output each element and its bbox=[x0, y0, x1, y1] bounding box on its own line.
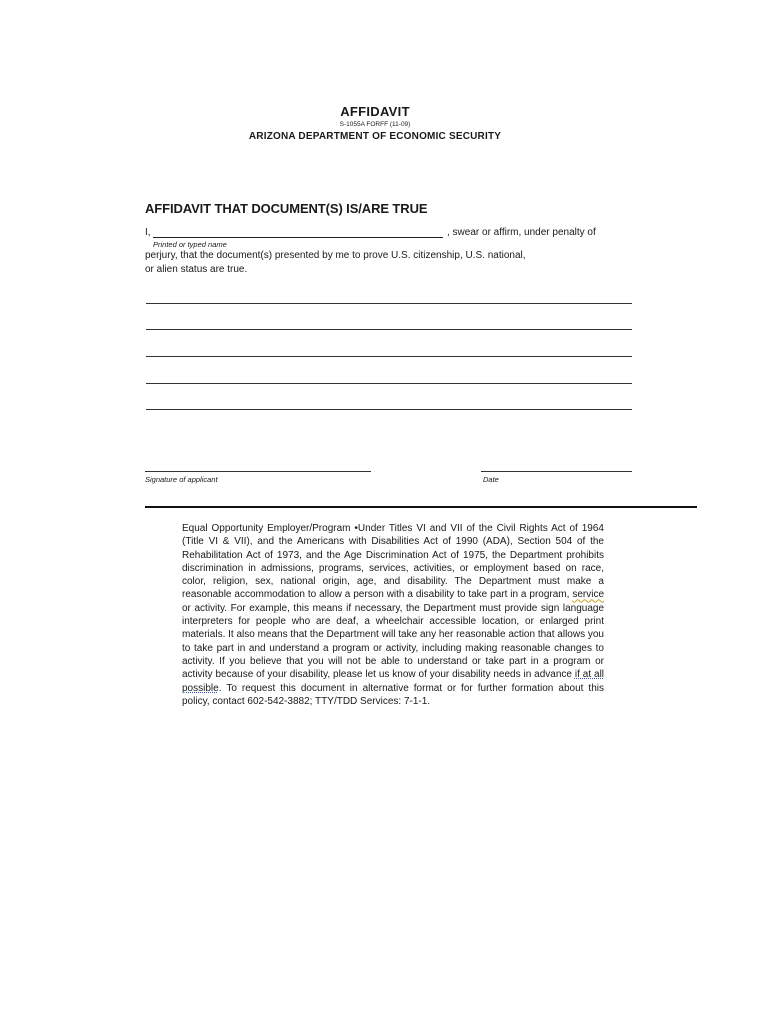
date-line[interactable] bbox=[481, 471, 632, 472]
signature-label: Signature of applicant bbox=[145, 475, 218, 484]
document-entry-line[interactable] bbox=[146, 329, 632, 330]
form-code: S-1055A FORFF (11-09) bbox=[339, 121, 411, 128]
swear-text: , swear or affirm, under penalty of bbox=[447, 227, 596, 238]
notice-service-word: service bbox=[572, 589, 605, 601]
name-field-line[interactable] bbox=[153, 237, 443, 238]
notice-if-possible: if at all possible bbox=[182, 669, 605, 694]
signature-line[interactable] bbox=[145, 471, 371, 472]
document-entry-line[interactable] bbox=[146, 303, 632, 304]
document-entry-line[interactable] bbox=[146, 409, 632, 410]
section-divider bbox=[145, 506, 697, 508]
statement-prefix: I, bbox=[145, 227, 151, 238]
notice-text-part-1: Equal Opportunity Employer/Program •Under Titles VI and VII of the Civil Rights Act of 1964 (Title VI & VII), and the Americans with Disabilities Act of 1990 (ADA), Section 504 of the Rehabilitation Act of 1973, and the Age Discrimination Act of 1975, the Department prohibits discrimination in admissions, programs, services, activities, or employment based on race, color, religion, sex, national origin, age, and disability. The Department must make a reasonable accommodation to allow a person with a disability to take part in a program, bbox=[182, 523, 604, 601]
notice-text-part-2: or activity. For example, this means if necessary, the Department must provide sign language interpreters for people who are deaf, a wheelchair accessible location, or enlarged print materials. It also means that the Department will take any her reasonable action that allows you to take part in and understand a program or activity, including making reasonable changes to activity. If you believe that you will not be able to understand or take part in a program or activity because of your disability, please let us know of your disability needs in advance bbox=[182, 602, 604, 681]
statement-line-1: perjury, that the document(s) presented by me to prove U.S. citizenship, U.S. national, bbox=[145, 250, 526, 261]
statement-line-2: or alien status are true. bbox=[145, 264, 248, 275]
department-name: ARIZONA DEPARTMENT OF ECONOMIC SECURITY bbox=[248, 131, 502, 142]
document-title: AFFIDAVIT bbox=[340, 104, 410, 119]
document-entry-line[interactable] bbox=[146, 356, 632, 357]
date-label: Date bbox=[483, 475, 499, 484]
notice-text-part-3: . To request this document in alternative format or for further formation about this policy, contact 602-542-3882; TTY/TDD Services: 7-1-1. bbox=[182, 682, 604, 707]
equal-opportunity-notice bbox=[182, 522, 604, 708]
affidavit-heading: AFFIDAVIT THAT DOCUMENT(S) IS/ARE TRUE bbox=[145, 201, 428, 216]
document-entry-line[interactable] bbox=[146, 383, 632, 384]
name-field-label: Printed or typed name bbox=[153, 240, 227, 249]
